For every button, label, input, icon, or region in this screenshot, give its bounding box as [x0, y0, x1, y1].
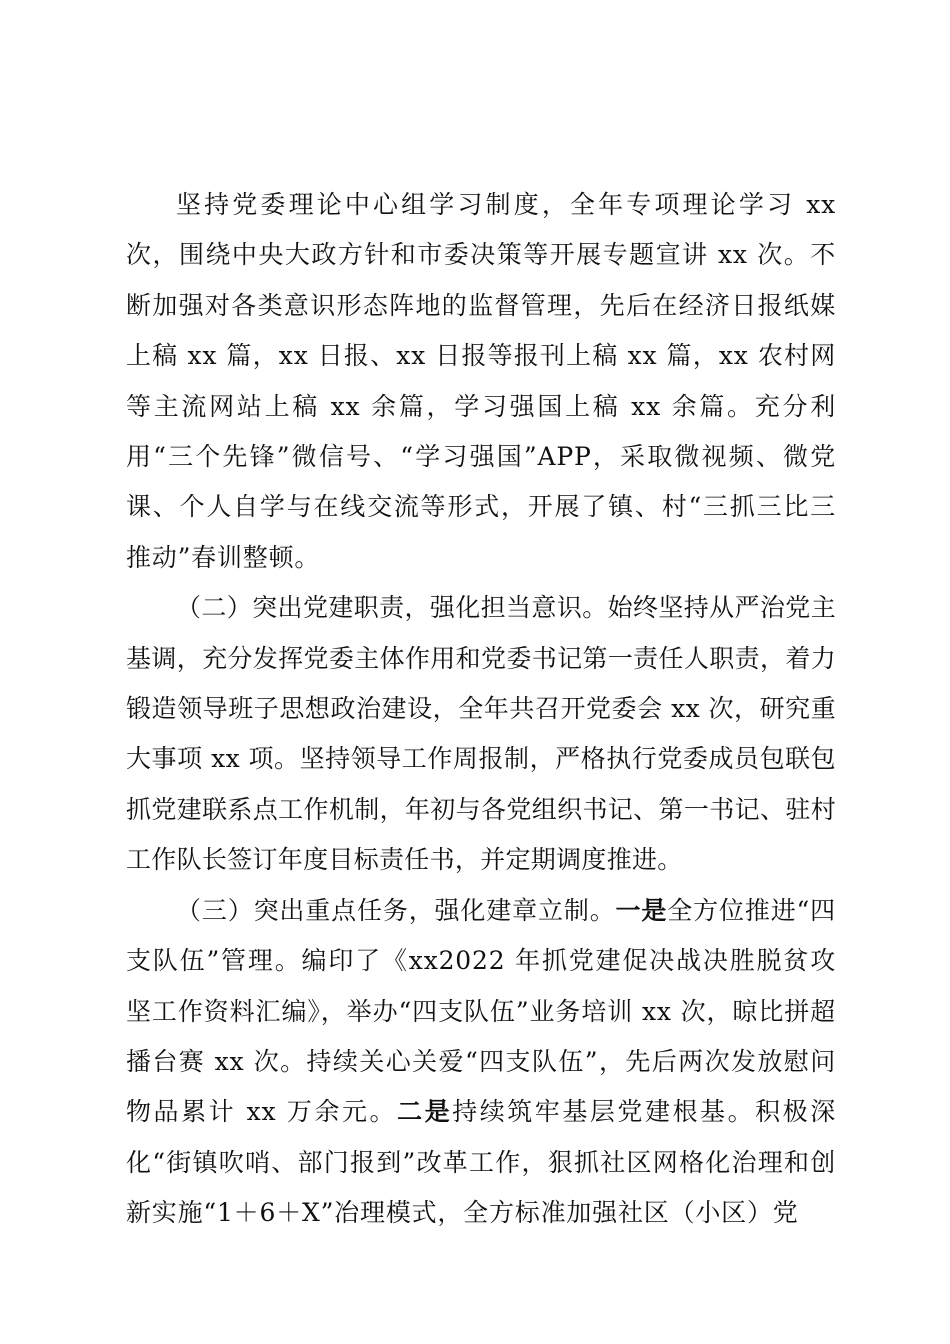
paragraph-3-heading: （三）突出重点任务，强化建章立制。 [176, 895, 616, 925]
paragraph-3-first-marker: 一是 [615, 895, 668, 925]
paragraph-2 [126, 583, 836, 885]
paragraph-1-text: 坚持党委理论中心组学习制度，全年专项理论学习 xx 次，围绕中央大政方针和市委决策等开展专题宣讲 xx 次。不断加强对各类意识形态阵地的监督管理，先后在经济日报纸媒上稿 xx 篇，xx 日报、xx 日报等报刊上稿 xx 篇，xx 农村网等主流网站上稿 xx 余篇，学习强国上稿 xx 余篇。充分利用“三个先锋”微信号、“学习强国”APP，采取微视频、微党课、个人自学与在线交流等形式，开展了镇、村“三抓三比三推动”春训整顿。 [126, 190, 836, 572]
paragraph-3 [126, 886, 836, 1239]
document-body [126, 180, 836, 1239]
paragraph-1 [126, 180, 836, 583]
paragraph-3-second-marker: 二是 [397, 1097, 453, 1127]
paragraph-3-text-2: 持续筑牢基层党建根基。积极深化“街镇吹哨、部门报到”改革工作，狠抓社区网格化治理和创新实施“1＋6＋X”冶理模式，全方标准加强社区（小区）党 [126, 1097, 837, 1228]
paragraph-3-text-1: 全方位推进“四支队伍”管理。编印了《xx2022 年抓党建促决战决胜脱贫攻坚工作资料汇编》，举办“四支队伍”业务培训 xx 次，晾比拼超播台赛 xx 次。持续关心关爱“四支队伍”，先后两次发放慰问物品累计 xx 万余元。 [126, 895, 836, 1127]
paragraph-2-text: （二）突出党建职责，强化担当意识。始终坚持从严治党主基调，充分发挥党委主体作用和党委书记第一责任人职责，着力锻造领导班子思想政治建设，全年共召开党委会 xx 次，研究重大事项 xx 项。坚持领导工作周报制，严格执行党委成员包联包抓党建联系点工作机制，年初与各党组织书记、第一书记、驻村工作队长签订年度目标责任书，并定期调度推进。 [126, 593, 837, 875]
